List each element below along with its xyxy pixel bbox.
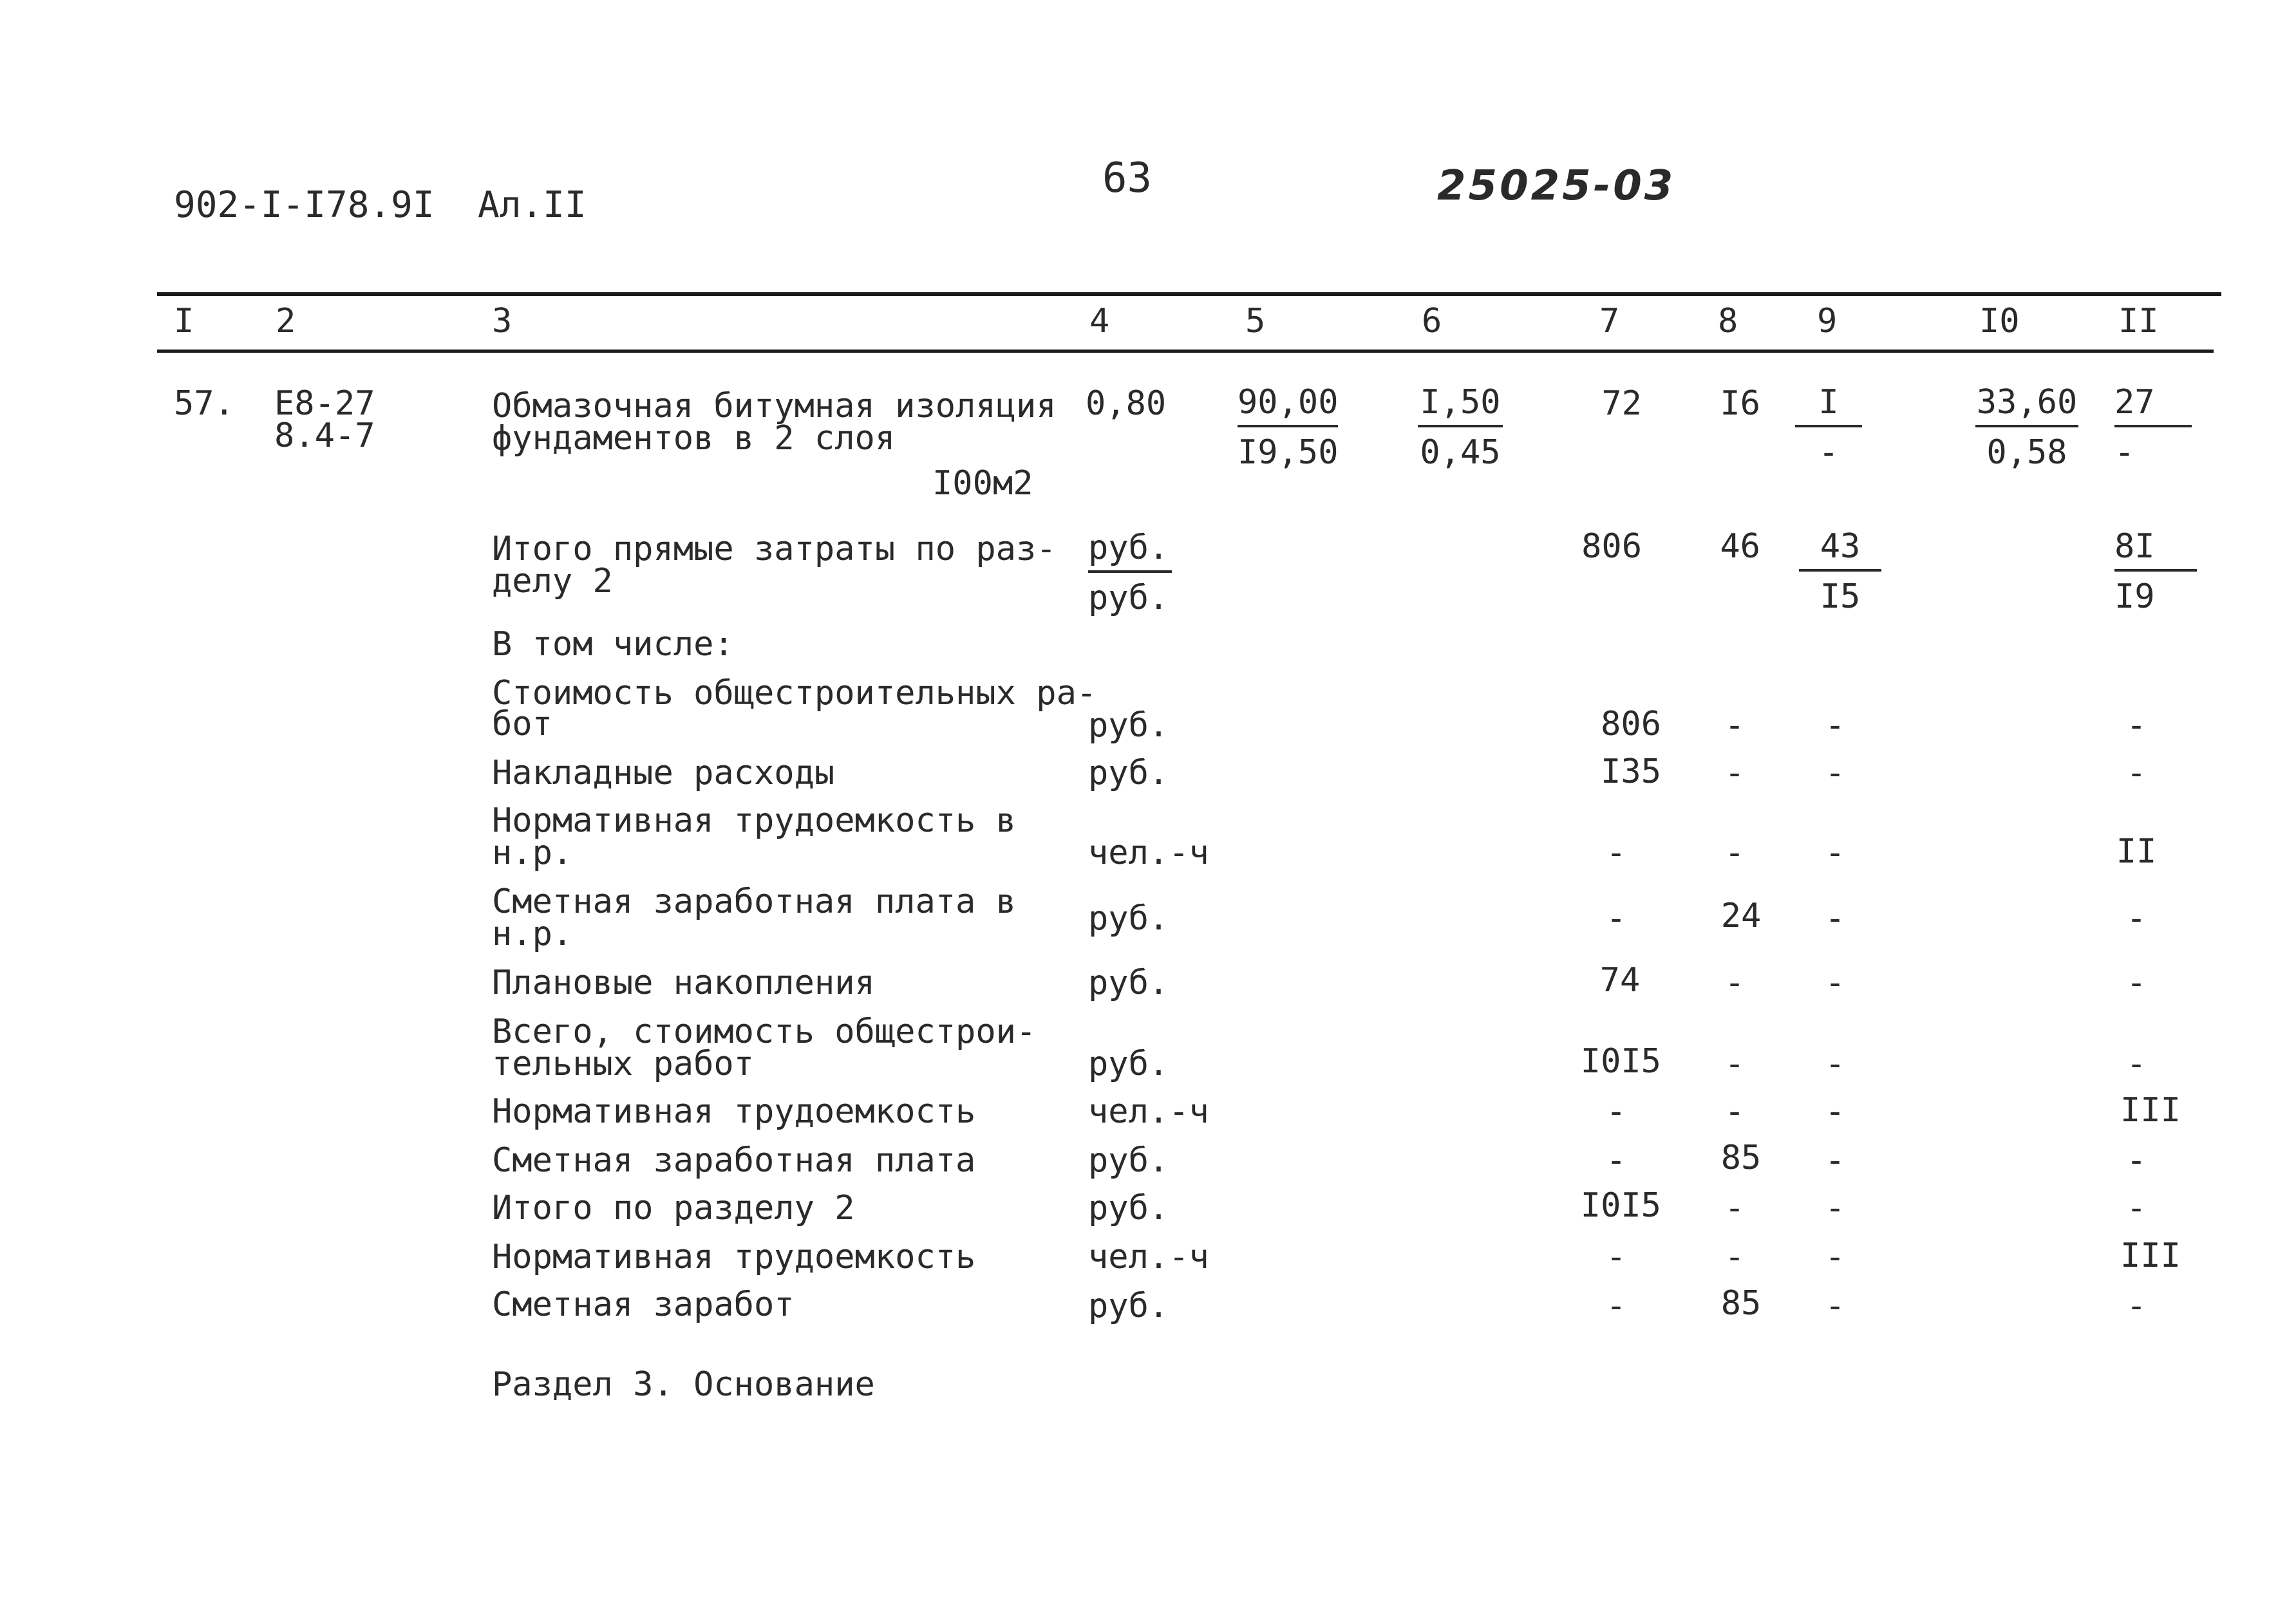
row-col8: -	[1724, 1189, 1745, 1227]
item-col9-bottom: -	[1818, 433, 1839, 472]
row-col11: -	[2126, 754, 2147, 792]
row-description: Сметная заработная плата в	[492, 882, 1016, 921]
row-col7: -	[1606, 1141, 1626, 1180]
item-col6-top: I,50	[1418, 385, 1503, 427]
row-unit: руб.	[1088, 1189, 1169, 1227]
row-col7: -	[1606, 1238, 1626, 1276]
item-unit: I00м2	[932, 464, 1033, 503]
column-header-2: 2	[276, 302, 296, 341]
row-col11: -	[2126, 1287, 2147, 1325]
row-col8: -	[1724, 1092, 1745, 1131]
row-unit: чел.-ч	[1088, 1238, 1209, 1276]
subtotal-description: Итого прямые затраты по раз-	[492, 530, 1057, 568]
stamp-number: 25025-03	[1437, 162, 1676, 210]
row-unit: руб.	[1088, 1141, 1169, 1180]
column-header-8: 8	[1718, 302, 1738, 341]
row-unit: руб.	[1088, 1287, 1169, 1325]
row-col7: -	[1606, 834, 1626, 872]
row-description: Сметная заработ	[492, 1285, 795, 1324]
item-col10-top: 33,60	[1975, 385, 2078, 427]
row-col7: -	[1606, 1092, 1626, 1131]
item-col5-top: 90,00	[1238, 385, 1338, 427]
row-col11: -	[2126, 1045, 2147, 1083]
row-col7: I0I5	[1580, 1186, 1661, 1225]
item-col7: 72	[1601, 384, 1642, 423]
page-number: 63	[1102, 154, 1153, 202]
row-col8: -	[1724, 1238, 1745, 1276]
subtotal-col11-bottom: I9	[2114, 577, 2155, 616]
item-col9-top: I	[1795, 385, 1862, 427]
row-col8: -	[1724, 1045, 1745, 1083]
row-unit: руб.	[1088, 964, 1169, 1002]
row-unit: чел.-ч	[1088, 834, 1209, 872]
item-code-secondary: 8.4-7	[274, 416, 375, 455]
subtotal-unit-bottom: руб.	[1088, 579, 1169, 617]
item-col5-bottom: I9,50	[1238, 433, 1339, 472]
row-description: Итого по разделу 2	[492, 1189, 855, 1227]
row-col8: -	[1724, 754, 1745, 792]
row-col9: -	[1825, 1045, 1845, 1083]
row-col8: -	[1724, 834, 1745, 872]
row-col8: -	[1724, 964, 1745, 1002]
row-col9: -	[1825, 899, 1845, 938]
subtotal-col8: 46	[1720, 527, 1760, 566]
row-col8: 85	[1720, 1139, 1762, 1177]
row-col7: -	[1606, 1287, 1626, 1325]
row-description-line2: н.р.	[492, 915, 573, 953]
row-description-line2: бот	[492, 705, 552, 743]
row-col9: -	[1825, 964, 1845, 1002]
item-col6-fraction	[1418, 385, 1503, 470]
item-col9-fraction	[1795, 385, 1862, 470]
document-code: 902-I-I78.9I Ал.II	[174, 184, 587, 226]
row-description: Нормативная трудоемкость в	[492, 801, 1016, 840]
row-col8: 24	[1720, 897, 1762, 935]
column-header-10: I0	[1979, 302, 2020, 341]
item-number: 57.	[174, 384, 234, 423]
row-col11: -	[2126, 1189, 2147, 1227]
row-col9: -	[1825, 754, 1845, 792]
row-description: Сметная заработная плата	[492, 1141, 976, 1180]
column-header-3: 3	[492, 302, 513, 341]
item-col8: I6	[1720, 384, 1760, 423]
row-col7: 74	[1599, 961, 1641, 1000]
subtotal-col11-top: 8I	[2114, 529, 2197, 572]
row-col8: 85	[1720, 1284, 1762, 1323]
row-description: Всего, стоимость общестрои-	[492, 1013, 1037, 1051]
row-description: Нормативная трудоемкость	[492, 1238, 976, 1276]
row-col7: I35	[1601, 752, 1661, 791]
row-col11: III	[2120, 1237, 2181, 1275]
subtotal-unit-fraction	[1088, 530, 1172, 615]
row-col11: -	[2126, 899, 2147, 938]
row-col7: 806	[1601, 705, 1661, 743]
row-unit: руб.	[1088, 1045, 1169, 1083]
subtotal-description-line2: делу 2	[492, 562, 613, 601]
row-col9: -	[1825, 1141, 1845, 1180]
row-col11: -	[2126, 706, 2147, 745]
subtotal-col7: 806	[1581, 527, 1642, 566]
row-col11: -	[2126, 964, 2147, 1002]
subtotal-col9-bottom: I5	[1820, 577, 1861, 616]
row-col9: -	[1825, 1189, 1845, 1227]
item-col5-fraction	[1238, 385, 1338, 470]
column-header-11: II	[2118, 302, 2159, 341]
row-unit: чел.-ч	[1088, 1092, 1209, 1131]
row-description: Нормативная трудоемкость	[492, 1092, 976, 1131]
subtotal-unit-top: руб.	[1088, 530, 1172, 573]
item-code: Е8-27	[274, 384, 375, 423]
subtotal-col9-fraction	[1799, 529, 1881, 614]
row-description-line2: тельных работ	[492, 1045, 754, 1083]
row-col7: I0I5	[1580, 1042, 1661, 1081]
row-col11: II	[2116, 832, 2157, 871]
row-unit: руб.	[1088, 706, 1169, 745]
row-col7: -	[1606, 899, 1626, 938]
item-col11-fraction	[2114, 385, 2192, 470]
including-label: В том числе:	[492, 625, 734, 664]
column-header-1: I	[174, 302, 194, 341]
row-col9: -	[1825, 1092, 1845, 1131]
column-header-9: 9	[1817, 302, 1838, 341]
item-col11-top: 27	[2114, 385, 2192, 427]
row-unit: руб.	[1088, 754, 1169, 792]
row-col11: III	[2120, 1091, 2181, 1130]
row-unit: руб.	[1088, 899, 1169, 938]
column-header-5: 5	[1245, 302, 1266, 341]
item-col6-bottom: 0,45	[1420, 433, 1501, 472]
item-col11-bottom: -	[2114, 433, 2135, 472]
subtotal-col9-top: 43	[1799, 529, 1881, 572]
row-description: Накладные расходы	[492, 754, 835, 792]
table-top-rule	[157, 292, 2221, 296]
subtotal-col11-fraction	[2114, 529, 2197, 614]
row-col11: -	[2126, 1141, 2147, 1180]
item-description-line2: фундаментов в 2 слоя	[492, 419, 896, 458]
item-description: Обмазочная битумная изоляция	[492, 387, 1057, 425]
item-quantity: 0,80	[1086, 384, 1167, 423]
row-description-line2: н.р.	[492, 834, 573, 872]
row-col8: -	[1724, 706, 1745, 745]
item-col10-bottom: 0,58	[1986, 433, 2067, 472]
item-col10-fraction	[1975, 385, 2078, 470]
table-header-rule	[157, 350, 2214, 353]
row-description: Стоимость общестроительных ра-	[492, 674, 1097, 713]
row-col9: -	[1825, 1287, 1845, 1325]
column-header-7: 7	[1599, 302, 1620, 341]
column-header-4: 4	[1089, 302, 1110, 341]
row-col9: -	[1825, 706, 1845, 745]
section-title: Раздел 3. Основание	[492, 1365, 875, 1404]
row-col9: -	[1825, 1238, 1845, 1276]
row-col9: -	[1825, 834, 1845, 872]
row-description: Плановые накопления	[492, 964, 875, 1002]
column-header-6: 6	[1422, 302, 1442, 341]
